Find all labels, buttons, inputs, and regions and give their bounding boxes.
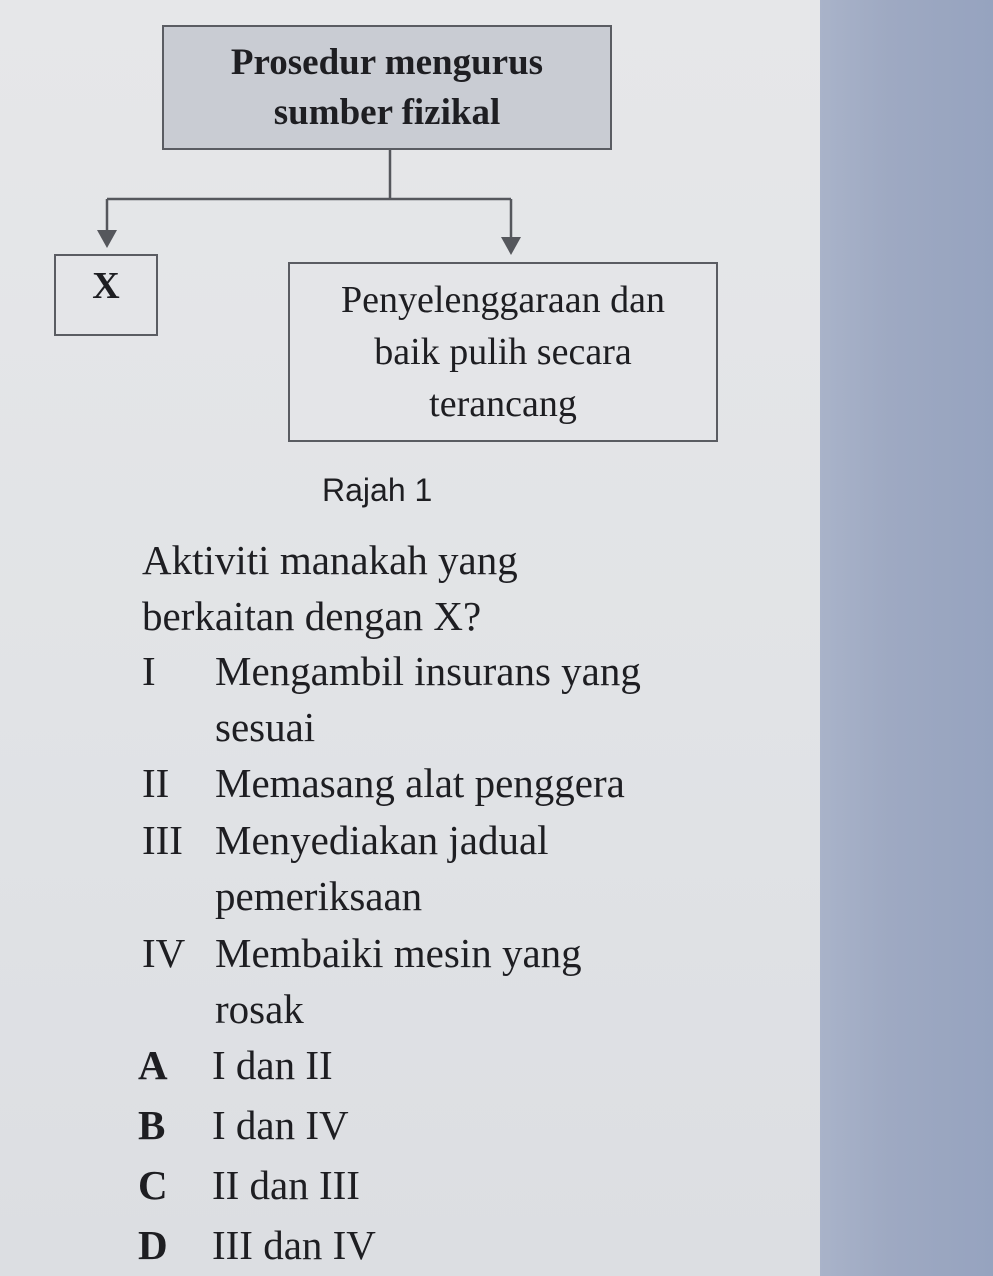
diagram-maintenance-box <box>288 262 718 442</box>
option-letter: B <box>138 1102 166 1148</box>
statement-line: Membaiki mesin yang <box>215 930 582 976</box>
diagram-caption: Rajah 1 <box>322 472 433 508</box>
statement-line: Mengambil insurans yang <box>215 648 641 694</box>
question-line-2: berkaitan dengan X? <box>142 593 482 639</box>
statement-numeral: III <box>142 817 183 863</box>
maintenance-box-line-3: terancang <box>429 383 577 425</box>
background-edge <box>820 0 993 1276</box>
arrow-down-right-icon <box>501 237 521 255</box>
option-letter: A <box>138 1042 168 1088</box>
statement-line: rosak <box>215 986 304 1032</box>
option-letter: C <box>138 1162 168 1208</box>
diagram-x-box <box>54 254 158 336</box>
diagram-root-box <box>162 25 612 150</box>
root-box-line-1: Prosedur mengurus <box>230 41 544 83</box>
option-text: I dan II <box>212 1042 333 1088</box>
statement-numeral: IV <box>142 930 186 976</box>
question-line-1: Aktiviti manakah yang <box>142 537 518 583</box>
statement-numeral: II <box>142 760 170 806</box>
option-text: III dan IV <box>212 1222 376 1268</box>
root-box-line-2: sumber fizikal <box>273 91 501 133</box>
arrow-down-left-icon <box>97 230 117 248</box>
statement-numeral: I <box>142 648 156 694</box>
option-letter: D <box>138 1222 168 1268</box>
x-box-label: X <box>92 265 120 307</box>
statement-line: Memasang alat penggera <box>215 760 625 806</box>
statement-line: Menyediakan jadual <box>215 817 549 863</box>
question-stem <box>142 532 518 644</box>
option-text: II dan III <box>212 1162 360 1208</box>
maintenance-box-line-1: Penyelenggaraan dan <box>341 279 665 321</box>
statement-line: sesuai <box>215 704 316 750</box>
option-text: I dan IV <box>212 1102 349 1148</box>
statement-line: pemeriksaan <box>215 873 423 919</box>
maintenance-box-line-2: baik pulih secara <box>374 331 632 373</box>
